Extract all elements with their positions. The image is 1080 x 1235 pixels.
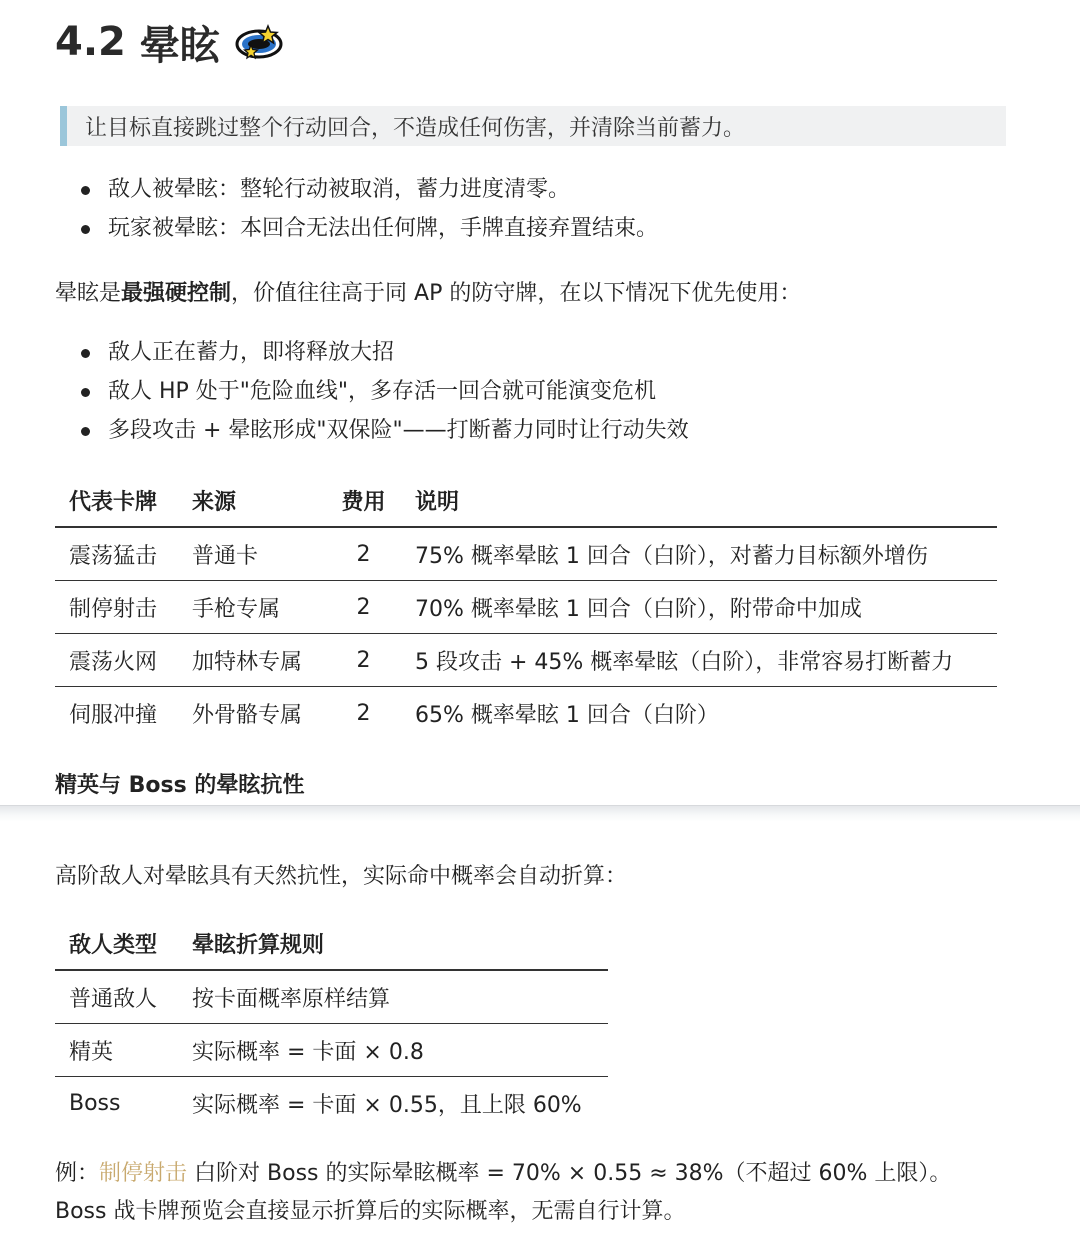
table-cell: 手枪专属 — [178, 581, 326, 634]
table-row — [55, 1024, 608, 1077]
example-line-1 — [55, 1155, 951, 1193]
intro-suffix: ，价值往往高于同 AP 的防守牌，在以下情况下优先使用： — [231, 281, 802, 306]
example-line-2: Boss 战卡牌预览会直接显示折算后的实际概率，无需自行计算。 — [55, 1199, 686, 1224]
column-header: 晕眩折算规则 — [178, 917, 608, 970]
table-cell: 70% 概率晕眩 1 回合（白阶），附带命中加成 — [401, 581, 997, 634]
table-cell: 伺服冲撞 — [69, 702, 158, 728]
table-cell: 震荡火网 — [55, 634, 178, 687]
table-cell: 2 — [356, 700, 371, 726]
section-title: 晕眩 — [139, 22, 220, 69]
column-header: 代表卡牌 — [55, 474, 178, 527]
example-prefix: 例： — [55, 1161, 100, 1186]
summary-blockquote: 让目标直接跳过整个行动回合，不造成任何伤害，并清除当前蓄力。 — [60, 106, 1006, 146]
table-row — [55, 970, 608, 1024]
table-cell: 2 — [326, 581, 401, 634]
column-header: 敌人类型 — [55, 917, 178, 970]
example-note — [55, 1155, 951, 1231]
list-item: 多段攻击 + 晕眩形成"双保险"——打断蓄力同时让行动失效 — [78, 411, 689, 450]
section-heading — [55, 12, 284, 72]
card-link-zhiting-sheji[interactable]: 制停射击 — [99, 1161, 188, 1186]
intro-emphasis: 最强硬控制 — [121, 281, 232, 306]
screenshot-seam-divider — [0, 805, 1080, 822]
stun-cards-table — [55, 474, 997, 739]
table-cell: Boss — [69, 1090, 121, 1116]
list-item: 玩家被晕眩：本回合无法出任何牌，手牌直接弃置结束。 — [78, 209, 658, 248]
table-cell: 5 段攻击 + 45% 概率晕眩（白阶），非常容易打断蓄力 — [401, 634, 997, 687]
resistance-subheading: 精英与 Boss 的晕眩抗性 — [55, 773, 305, 798]
section-number: 4.2 — [55, 19, 126, 65]
table-cell: 2 — [326, 634, 401, 687]
table-cell: 实际概率 = 卡面 × 0.8 — [178, 1024, 608, 1077]
dizzy-face-emoji-icon — [234, 23, 284, 61]
column-header: 说明 — [401, 474, 997, 527]
table-row — [55, 527, 997, 581]
table-cell: 75% 概率晕眩 1 回合（白阶），对蓄力目标额外增伤 — [401, 527, 997, 581]
table-header-row — [55, 917, 608, 970]
list-item: 敌人被晕眩：整轮行动被取消，蓄力进度清零。 — [78, 170, 658, 209]
table-row — [55, 581, 997, 634]
table-cell: 制停射击 — [55, 581, 178, 634]
example-line-1-rest: 白阶对 Boss 的实际晕眩概率 = 70% × 0.55 ≈ 38%（不超过 60% 上限）。 — [187, 1161, 952, 1186]
table-cell: 65% 概率晕眩 1 回合（白阶） — [415, 702, 719, 728]
list-item: 敌人 HP 处于"危险血线"，多存活一回合就可能演变危机 — [78, 372, 689, 411]
table-cell: 震荡猛击 — [55, 527, 178, 581]
resistance-table — [55, 917, 608, 1129]
table-cell: 普通敌人 — [55, 970, 178, 1024]
table-cell: 精英 — [55, 1024, 178, 1077]
table-cell: 2 — [326, 527, 401, 581]
table-cell: 按卡面概率原样结算 — [178, 970, 608, 1024]
list-item: 敌人正在蓄力，即将释放大招 — [78, 333, 689, 372]
table-header-row — [55, 474, 997, 527]
resistance-intro-paragraph: 高阶敌人对晕眩具有天然抗性，实际命中概率会自动折算： — [55, 864, 628, 889]
table-row — [55, 634, 997, 687]
intro-prefix: 晕眩是 — [55, 281, 122, 306]
table-row — [55, 687, 997, 740]
column-header: 来源 — [178, 474, 326, 527]
table-cell: 加特林专属 — [178, 634, 326, 687]
table-cell: 普通卡 — [178, 527, 326, 581]
table-cell: 外骨骼专属 — [192, 702, 303, 728]
stun-effects-list — [78, 170, 658, 248]
column-header: 费用 — [326, 474, 401, 527]
table-row — [55, 1077, 608, 1130]
usage-intro-paragraph — [55, 276, 801, 307]
table-cell: 实际概率 = 卡面 × 0.55，且上限 60% — [192, 1092, 582, 1118]
use-cases-list — [78, 333, 689, 450]
